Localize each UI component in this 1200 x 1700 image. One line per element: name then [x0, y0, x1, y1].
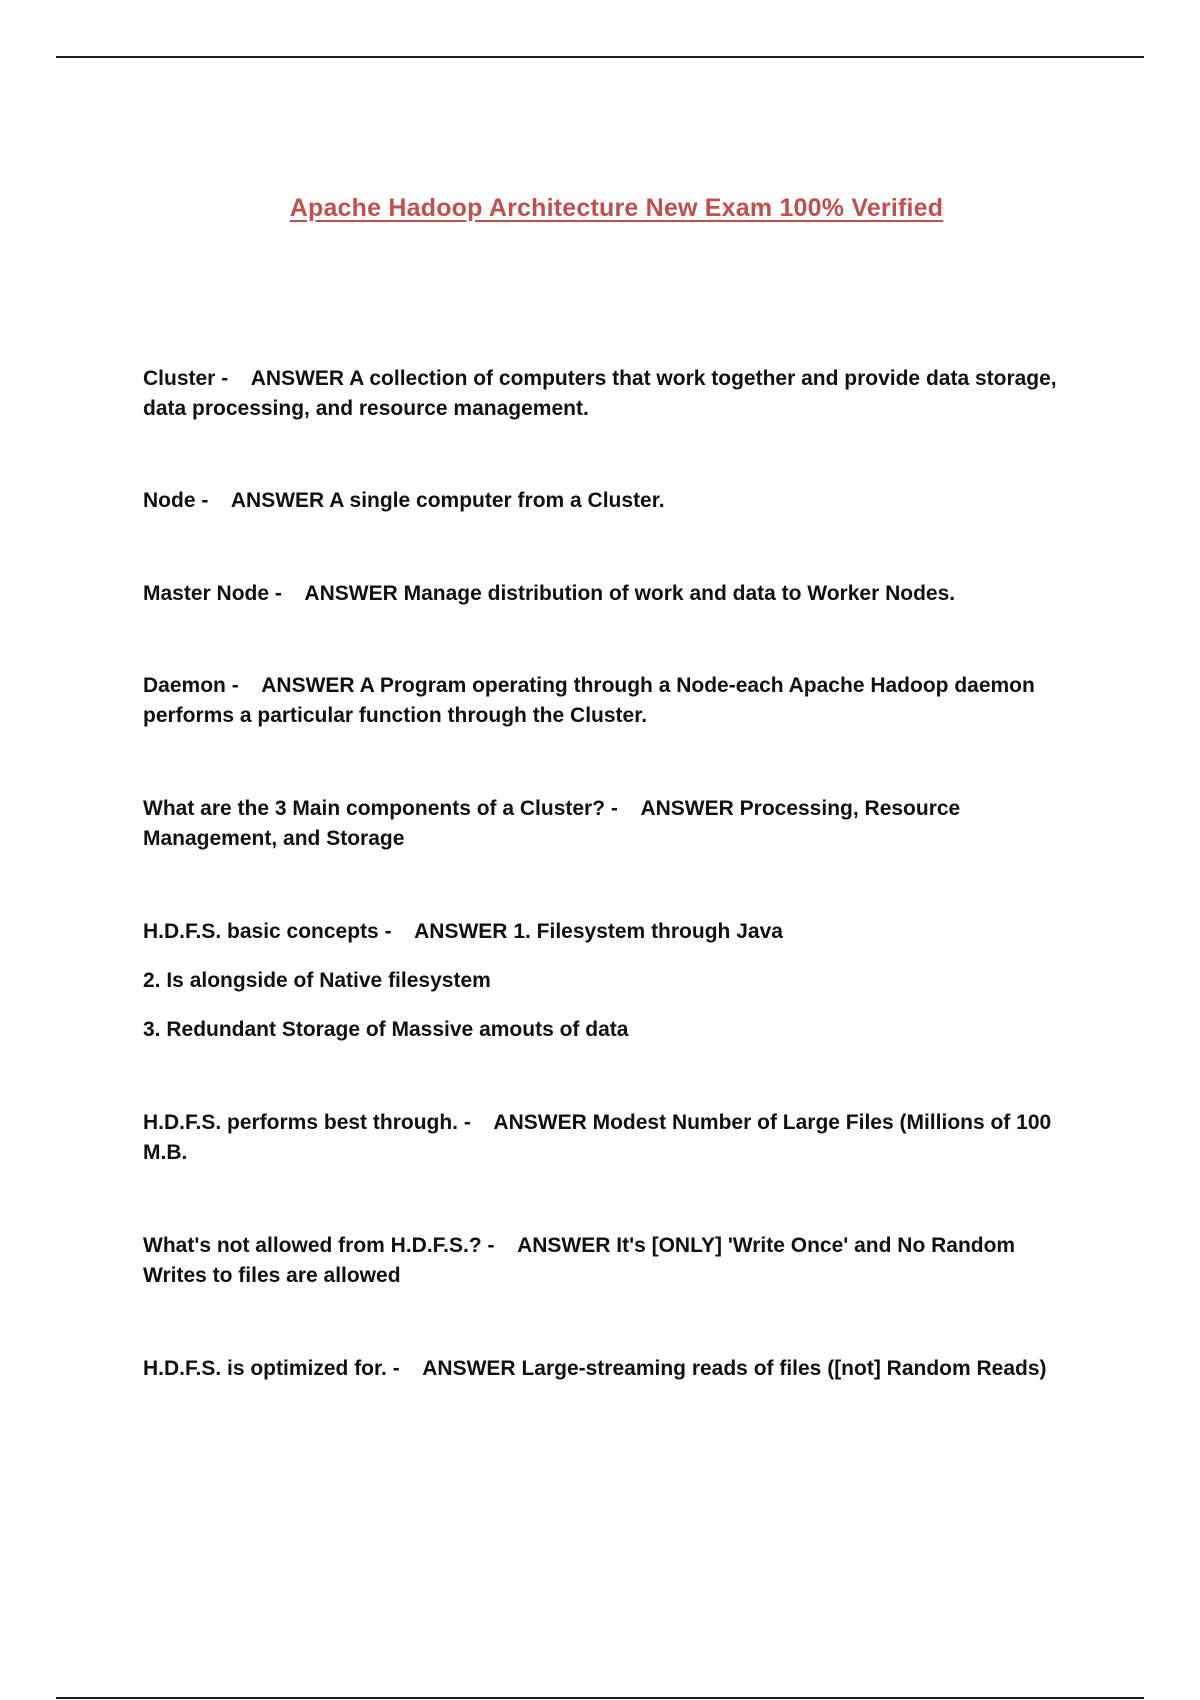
entry-term: H.D.F.S. is optimized for.	[143, 1357, 387, 1380]
answer-keyword: ANSWER	[261, 674, 355, 697]
entry-answer: 1. Filesystem through Java	[513, 920, 783, 943]
entry-term: Daemon	[143, 674, 226, 697]
entry-term: H.D.F.S. performs best through.	[143, 1111, 459, 1134]
qa-entry	[143, 1354, 1083, 1384]
entry-separator: -	[481, 1234, 518, 1257]
entry-separator: -	[386, 1357, 423, 1380]
entry-separator: -	[269, 582, 305, 605]
entry-separator: -	[195, 489, 231, 512]
qa-entry-text	[143, 1231, 1083, 1291]
qa-entry	[143, 794, 1083, 854]
qa-entry	[143, 1108, 1083, 1168]
qa-entry	[143, 671, 1083, 731]
qa-entry-text	[143, 917, 1083, 947]
entry-term: What are the 3 Main components of a Cluster?	[143, 797, 606, 820]
entry-answer: Manage distribution of work and data to Worker Nodes.	[403, 582, 956, 605]
document-title: Apache Hadoop Architecture New Exam 100% Verified	[289, 194, 944, 222]
entry-answer: Modest Number of Large Files (Millions of 100 M.B.	[143, 1111, 1052, 1164]
entry-answer: A Program operating through a Node-each Apache Hadoop daemon performs a particular function through the Cluster.	[143, 674, 1035, 727]
entry-extra-line: 2. Is alongside of Native filesystem	[143, 969, 491, 992]
entry-separator: -	[215, 367, 251, 390]
answer-keyword: ANSWER	[640, 797, 734, 820]
qa-entry-text	[143, 671, 1083, 731]
qa-entry-text	[143, 1354, 1083, 1384]
qa-entry-text	[143, 1108, 1083, 1168]
entry-answer: A collection of computers that work together and provide data storage, data processing, and resource management.	[143, 367, 1057, 420]
answer-keyword: ANSWER	[414, 920, 508, 943]
qa-entry	[143, 364, 1083, 424]
entry-extra-line: 3. Redundant Storage of Massive amouts of data	[143, 1018, 629, 1041]
answer-keyword: ANSWER	[230, 489, 325, 512]
qa-entries	[143, 302, 1083, 1384]
entry-answer: Large-streaming reads of files ([not] Random Reads)	[521, 1357, 1047, 1380]
entry-answer: Processing, Resource Management, and Storage	[143, 797, 961, 850]
qa-entry-text	[143, 486, 1083, 516]
qa-entry	[143, 917, 1083, 1045]
answer-keyword: ANSWER	[517, 1234, 611, 1257]
entry-term: H.D.F.S. basic concepts	[143, 920, 379, 943]
qa-entry-text	[143, 794, 1083, 854]
entry-term: What's not allowed from H.D.F.S.?	[143, 1234, 482, 1257]
entry-separator: -	[378, 920, 415, 943]
entry-separator: -	[225, 674, 262, 697]
answer-keyword: ANSWER	[304, 582, 398, 605]
entry-answer: It's [ONLY] 'Write Once' and No Random Writes to files are allowed	[143, 1234, 1016, 1287]
qa-entry	[143, 579, 1083, 609]
entry-term: Node	[143, 489, 196, 512]
entry-separator: -	[605, 797, 641, 820]
answer-keyword: ANSWER	[422, 1357, 516, 1380]
qa-entry-text	[143, 364, 1083, 424]
entry-answer: A single computer from a Cluster.	[329, 489, 665, 512]
qa-entry	[143, 1231, 1083, 1291]
entry-term: Master Node	[143, 582, 270, 605]
entry-term: Cluster	[143, 367, 216, 390]
answer-keyword: ANSWER	[250, 367, 345, 390]
answer-keyword: ANSWER	[493, 1111, 587, 1134]
qa-entry-text	[143, 579, 1083, 609]
top-rule	[56, 56, 1144, 58]
bottom-rule	[56, 1697, 1144, 1699]
qa-entry	[143, 486, 1083, 516]
entry-separator: -	[458, 1111, 494, 1134]
